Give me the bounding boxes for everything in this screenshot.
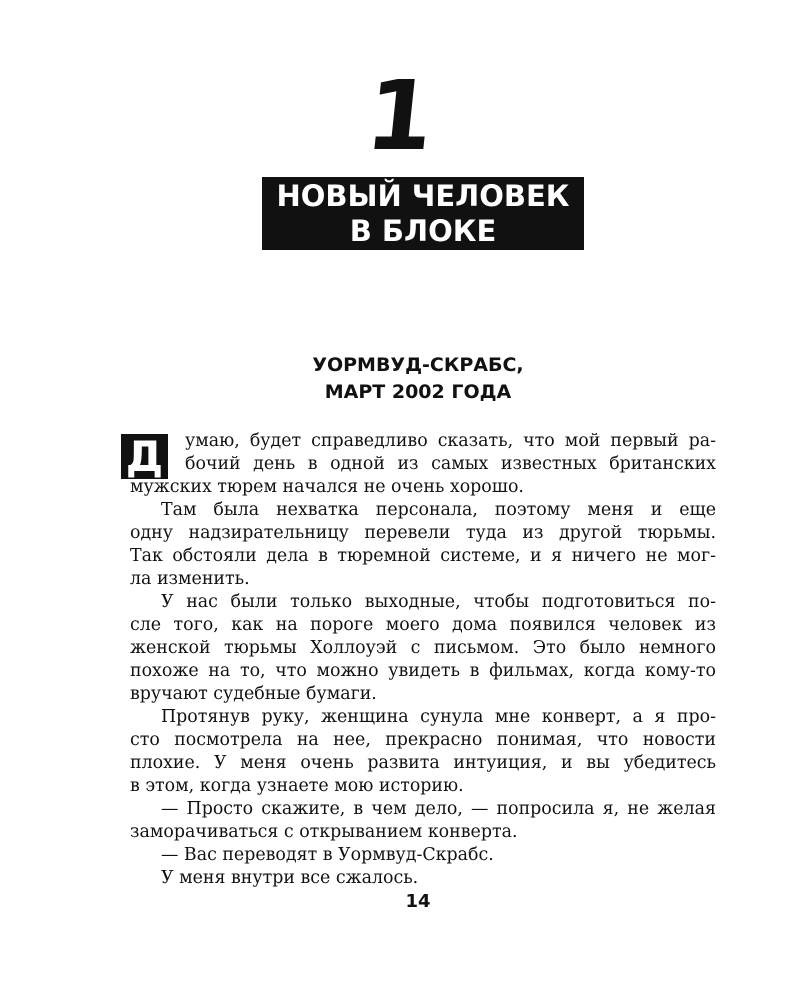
text-line: мужских тюрем начался не очень хорошо. bbox=[130, 477, 524, 497]
text-line: сто посмотрела на нее, прекрасно понимая, что новости bbox=[130, 730, 716, 750]
text-line: женской тюрьмы Холлоуэй с письмом. Это было немного bbox=[130, 638, 716, 658]
page-number: 14 bbox=[405, 891, 431, 912]
text-line: плохие. У меня очень развита интуиция, и вы убедитесь bbox=[130, 753, 716, 773]
text-line: У меня внутри все сжалось. bbox=[161, 868, 419, 888]
text-line: Там была нехватка персонала, поэтому меня и еще bbox=[161, 500, 716, 520]
text-line: Так обстояли дела в тюремной системе, и я ничего не мог- bbox=[130, 546, 716, 566]
section-heading-line-2: МАРТ 2002 ГОДА bbox=[324, 381, 512, 403]
text-line: заморачиваться с открыванием конверта. bbox=[130, 822, 518, 842]
text-line: У нас были только выходные, чтобы подготовиться по- bbox=[161, 592, 716, 612]
text-line: похоже на то, что можно увидеть в фильмах, когда кому-то bbox=[130, 661, 716, 681]
text-line: умаю, будет справедливо сказать, что мой первый ра- bbox=[185, 431, 716, 451]
text-line: в этом, когда узнаете мою историю. bbox=[130, 776, 464, 796]
chapter-title-line-1: НОВЫЙ ЧЕЛОВЕК bbox=[276, 178, 570, 213]
text-line: одну надзирательницу перевели туда из другой тюрьмы. bbox=[130, 523, 716, 543]
text-line: вручают судебные бумаги. bbox=[130, 684, 377, 704]
text-line: ла изменить. bbox=[130, 569, 250, 589]
drop-cap: Д bbox=[121, 434, 168, 479]
text-line: сле того, как на пороге моего дома появился человек из bbox=[130, 615, 716, 635]
text-line: — Вас переводят в Уормвуд-Скрабс. bbox=[161, 845, 494, 865]
body-text bbox=[130, 430, 716, 890]
text-line: бочий день в одной из самых известных британских bbox=[185, 454, 716, 474]
chapter-title bbox=[262, 177, 584, 250]
text-line: Протянув руку, женщина сунула мне конверт, а я про- bbox=[161, 707, 716, 727]
chapter-number: 1 bbox=[360, 60, 440, 172]
section-heading bbox=[0, 352, 800, 406]
section-heading-line-1: УОРМВУД-СКРАБС, bbox=[312, 354, 524, 376]
text-line: — Просто скажите, в чем дело, — попросила я, не желая bbox=[161, 799, 716, 819]
chapter-title-line-2: В БЛОКЕ bbox=[349, 213, 497, 248]
